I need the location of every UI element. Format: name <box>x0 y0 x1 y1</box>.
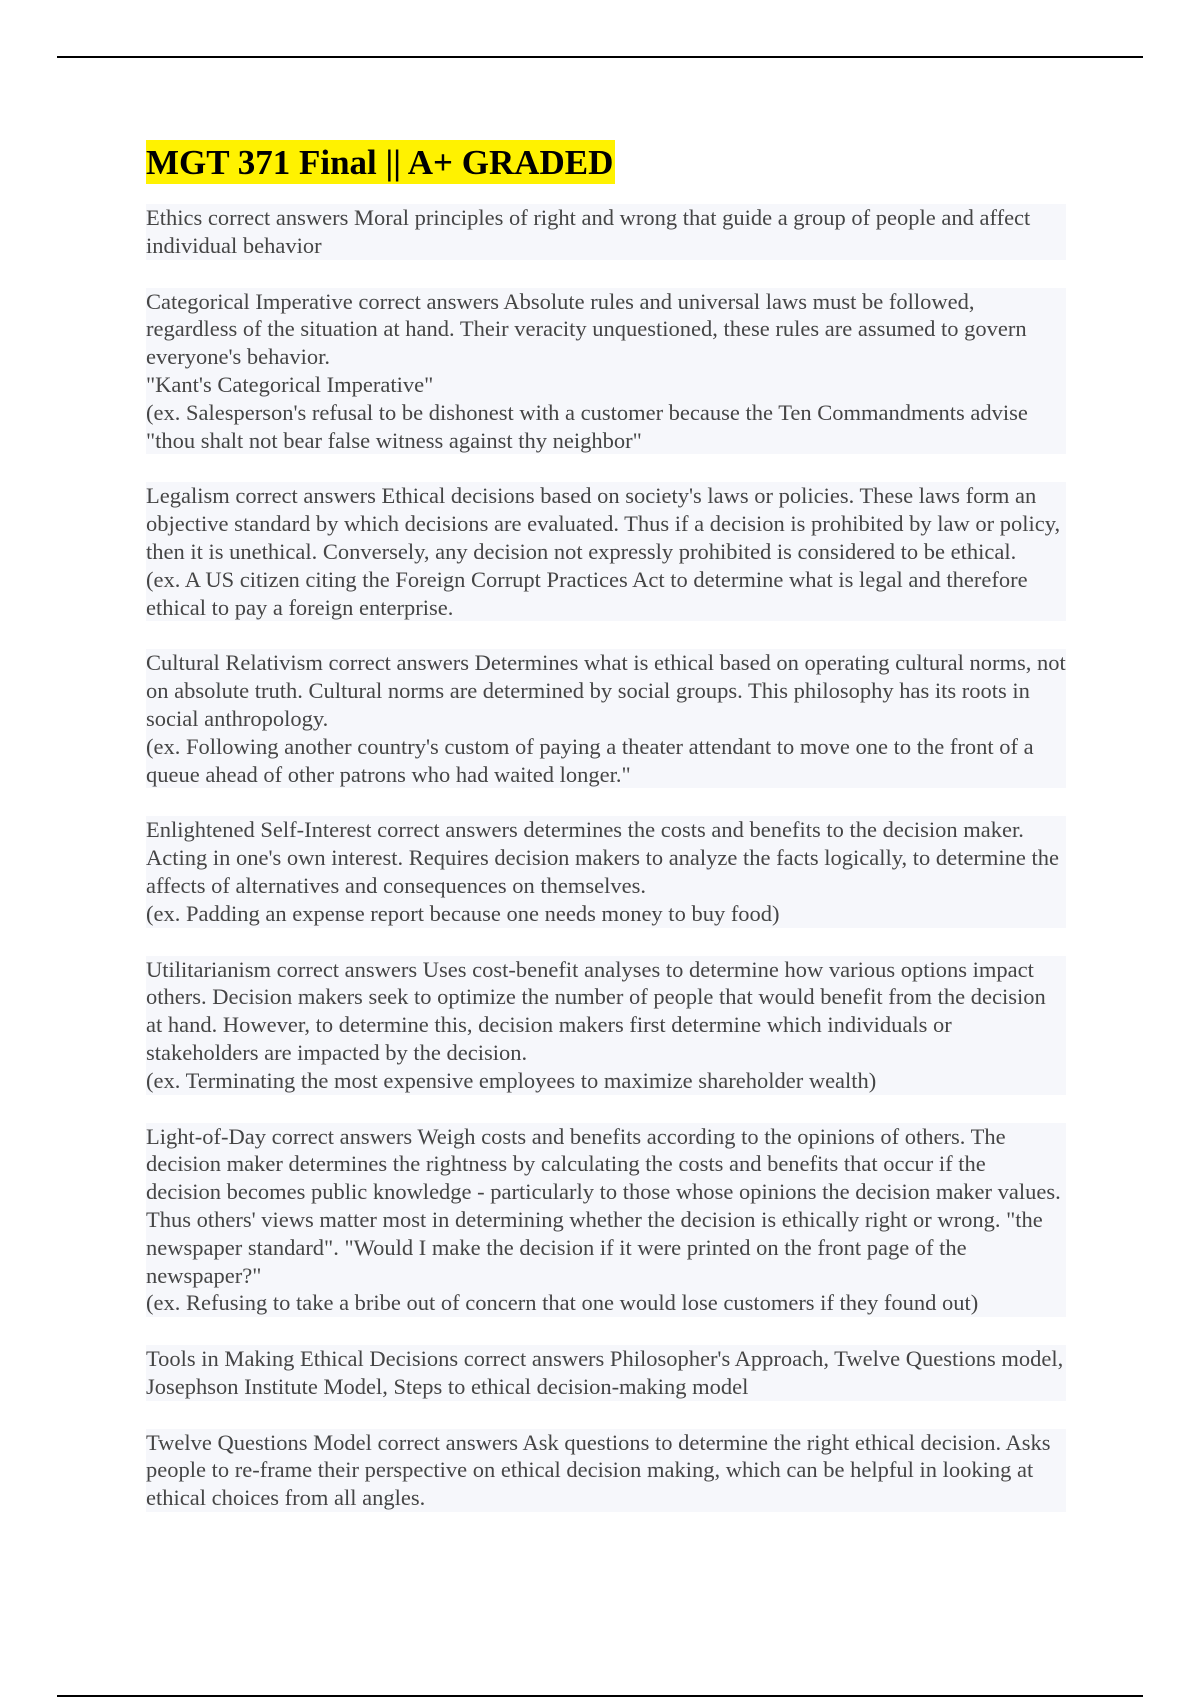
entry-example: (ex. Following another country's custom of paying a theater attendant to move one to the front of a queue ahead of other patrons who had waited longer." <box>146 733 1034 787</box>
bottom-rule <box>57 1695 1143 1697</box>
entry-text: Categorical Imperative correct answers Absolute rules and universal laws must be followed, regardless of the situation at hand. Their veracity unquestioned, these rules are assumed to govern everyone's behavior. <box>146 288 1027 370</box>
entry-text: Twelve Questions Model correct answers Ask questions to determine the right ethical decision. Asks people to re-frame their perspective on ethical decision making, which can be helpful in looking at ethical choices from all angles. <box>146 1429 1051 1511</box>
entry-text: Legalism correct answers Ethical decisions based on society's laws or policies. These laws form an objective standard by which decisions are evaluated. Thus if a decision is prohibited by law or policy, then it is unethical. Conversely, any decision not expressly prohibited is considered to be ethical. <box>146 483 1061 564</box>
flashcard-entry <box>146 204 1066 260</box>
flashcard-entry <box>146 956 1066 1095</box>
entry-text: Utilitarianism correct answers Uses cost-benefit analyses to determine how various options impact others. Decision makers seek to optimize the number of people that would benefit from the decision at hand. However, to determine this, decision makers first determine which individuals or stakeholders are impacted by the decision. <box>146 956 1046 1065</box>
entry-text: Tools in Making Ethical Decisions correct answers Philosopher's Approach, Twelve Questions model, Josephson Institute Model, Steps to ethical decision-making model <box>146 1346 1064 1399</box>
entry-text: Enlightened Self-Interest correct answers determines the costs and benefits to the decision maker. Acting in one's own interest. Requires decision makers to analyze the facts logically, to determine the affects of alternatives and consequences on themselves. <box>146 817 1059 898</box>
entry-text: Cultural Relativism correct answers Determines what is ethical based on operating cultural norms, not on absolute truth. Cultural norms are determined by social groups. This philosophy has its roots in social anthropology. <box>146 650 1066 731</box>
flashcard-entry <box>146 1429 1066 1512</box>
flashcard-entry <box>146 1123 1066 1318</box>
entry-text: Light-of-Day correct answers Weigh costs and benefits according to the opinions of others. The decision maker determines the rightness by calculating the costs and benefits that occur if the decision becomes public knowledge - particularly to those whose opinions the decision maker values. Thus others' views matter most in determining whether the decision is ethically right or wrong. "the newspaper standard". "Would I make the decision if it were printed on the front page of the newspaper?" <box>146 1123 1061 1288</box>
flashcard-entry <box>146 1345 1066 1401</box>
flashcard-entry <box>146 288 1066 455</box>
flashcard-entry <box>146 816 1066 927</box>
entry-example: (ex. Salesperson's refusal to be dishonest with a customer because the Ten Commandments advise "thou shalt not bear false witness against thy neighbor" <box>146 399 1028 453</box>
entry-example: (ex. A US citizen citing the Foreign Corrupt Practices Act to determine what is legal and therefore ethical to pay a foreign enterprise. <box>146 566 1028 620</box>
entry-text: "Kant's Categorical Imperative" <box>146 371 434 397</box>
document-title: MGT 371 Final || A+ GRADED <box>146 140 615 184</box>
flashcard-entry <box>146 482 1066 621</box>
entry-example: (ex. Refusing to take a bribe out of concern that one would lose customers if they found out) <box>146 1290 979 1316</box>
entry-example: (ex. Padding an expense report because one needs money to buy food) <box>146 900 780 926</box>
entry-example: (ex. Terminating the most expensive employees to maximize shareholder wealth) <box>146 1067 877 1093</box>
document-body <box>146 140 1066 1540</box>
flashcard-list <box>146 204 1066 1512</box>
top-rule <box>57 56 1143 58</box>
entry-text: Ethics correct answers Moral principles of right and wrong that guide a group of people and affect individual behavior <box>146 205 1031 258</box>
flashcard-entry <box>146 649 1066 788</box>
